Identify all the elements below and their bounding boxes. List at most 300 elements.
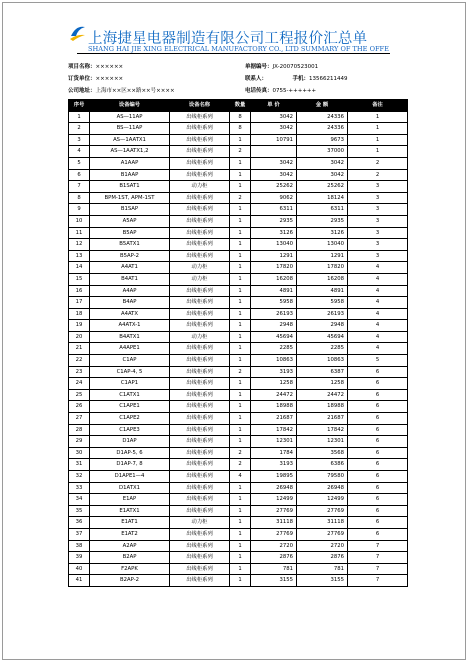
equipment-code-cell: E1ATX1 [90,505,170,517]
address-line [68,86,175,94]
unit-price-cell: 19895 [251,471,297,483]
quantity-cell: 1 [230,215,251,227]
equipment-code-cell: D1ATX1 [90,482,170,494]
remark-cell: 6 [348,459,408,471]
amount-cell: 3568 [297,447,348,459]
equipment-code-cell: B2AP-2 [90,575,170,587]
remark-cell: 6 [348,378,408,390]
remark-cell: 6 [348,528,408,540]
quantity-cell: 1 [230,575,251,587]
quantity-cell: 1 [230,563,251,575]
table-row [69,482,408,494]
unit-price-cell: 3042 [251,157,297,169]
remark-cell: 6 [348,436,408,448]
table-row [69,528,408,540]
equipment-name-cell: 动力柜 [170,273,230,285]
row-number-cell: 17 [69,297,90,309]
table-row [69,169,408,181]
table-row [69,227,408,239]
column-header: 金 额 [297,100,348,112]
quantity-cell: 1 [230,436,251,448]
quantity-cell: 1 [230,262,251,274]
remark-cell: 6 [348,424,408,436]
remark-cell: 6 [348,505,408,517]
row-number-cell: 4 [69,146,90,158]
unit-price-cell: 9062 [251,192,297,204]
row-number-cell: 28 [69,424,90,436]
unit-price-cell: 45694 [251,331,297,343]
amount-cell: 2935 [297,215,348,227]
remark-cell: 6 [348,401,408,413]
table-row [69,517,408,529]
remark-cell: 4 [348,320,408,332]
remark-cell: 6 [348,494,408,506]
equipment-name-cell: 出线柜系列 [170,215,230,227]
equipment-name-cell: 出线柜系列 [170,471,230,483]
remark-cell: 3 [348,192,408,204]
quantity-cell: 2 [230,447,251,459]
row-number-cell: 16 [69,285,90,297]
table-row [69,494,408,506]
table-row [69,308,408,320]
equipment-name-cell: 出线柜系列 [170,505,230,517]
equipment-code-cell: D1AP [90,436,170,448]
unit-price-cell: 2720 [251,540,297,552]
table-row [69,355,408,367]
document-subtitle: SHANG HAI JIE XING ELECTRICAL MANUFACTORY CO., LTD SUMMARY OF THE OFFE [88,45,389,53]
table-row [69,273,408,285]
unit-price-cell: 17820 [251,262,297,274]
table-row [69,320,408,332]
equipment-code-cell: A1AAP [90,157,170,169]
column-header: 备注 [348,100,408,112]
row-number-cell: 41 [69,575,90,587]
amount-cell: 24336 [297,111,348,123]
equipment-code-cell: C1APE3 [90,424,170,436]
unit-price-cell: 10863 [251,355,297,367]
equipment-code-cell: B5AP [90,227,170,239]
unit-price-cell: 781 [251,563,297,575]
mobile-label: 手机： [292,76,310,82]
equipment-name-cell: 出线柜系列 [170,447,230,459]
table-header-row [69,100,408,112]
remark-cell: 4 [348,297,408,309]
table-row [69,157,408,169]
table-body [69,111,408,586]
equipment-code-cell: B1SAP [90,204,170,216]
amount-cell: 1291 [297,250,348,262]
unit-price-cell: 27769 [251,528,297,540]
client-line [68,74,123,82]
project-name-label: 项目名称： [68,64,96,70]
amount-cell: 5958 [297,297,348,309]
phone-value: 0755-++++++ [272,88,317,94]
equipment-name-cell: 出线柜系列 [170,413,230,425]
row-number-cell: 22 [69,355,90,367]
table-row [69,239,408,251]
table-row [69,343,408,355]
table-row [69,297,408,309]
unit-price-cell: 2285 [251,343,297,355]
quantity-cell: 1 [230,424,251,436]
row-number-cell: 12 [69,239,90,251]
equipment-code-cell: A2AP [90,540,170,552]
unit-price-cell: 16208 [251,273,297,285]
amount-cell: 37000 [297,146,348,158]
row-number-cell: 29 [69,436,90,448]
quotation-table [68,99,408,587]
amount-cell: 13040 [297,239,348,251]
quantity-cell: 2 [230,459,251,471]
equipment-name-cell: 出线柜系列 [170,575,230,587]
row-number-cell: 2 [69,123,90,135]
amount-cell: 24336 [297,123,348,135]
remark-cell: 4 [348,343,408,355]
equipment-name-cell: 出线柜系列 [170,320,230,332]
client-value: ×××××× [95,76,124,82]
row-number-cell: 31 [69,459,90,471]
quantity-cell: 1 [230,273,251,285]
remark-cell: 2 [348,169,408,181]
remark-cell: 3 [348,215,408,227]
row-number-cell: 13 [69,250,90,262]
equipment-name-cell: 出线柜系列 [170,250,230,262]
quantity-cell: 1 [230,528,251,540]
table-row [69,262,408,274]
quantity-cell: 1 [230,517,251,529]
amount-cell: 3155 [297,575,348,587]
table-row [69,540,408,552]
remark-cell: 4 [348,273,408,285]
equipment-code-cell: E1AT1 [90,517,170,529]
table-row [69,436,408,448]
unit-price-cell: 26948 [251,482,297,494]
table-row [69,204,408,216]
quantity-cell: 1 [230,401,251,413]
row-number-cell: 32 [69,471,90,483]
row-number-cell: 19 [69,320,90,332]
row-number-cell: 39 [69,552,90,564]
remark-cell: 4 [348,285,408,297]
unit-price-cell: 31118 [251,517,297,529]
table-row [69,181,408,193]
phone-label: 电话传真： [245,88,273,94]
row-number-cell: 27 [69,413,90,425]
remark-cell: 6 [348,447,408,459]
equipment-code-cell: C1APE1 [90,401,170,413]
equipment-code-cell: AS—11AP [90,111,170,123]
remark-cell: 6 [348,366,408,378]
remark-cell: 6 [348,471,408,483]
quantity-cell: 4 [230,471,251,483]
equipment-code-cell: D1AP-5, 6 [90,447,170,459]
table-row [69,413,408,425]
quantity-cell: 1 [230,540,251,552]
equipment-code-cell: E1AP [90,494,170,506]
equipment-name-cell: 出线柜系列 [170,378,230,390]
amount-cell: 26193 [297,308,348,320]
equipment-name-cell: 出线柜系列 [170,134,230,146]
unit-price-cell: 3042 [251,111,297,123]
unit-price-cell: 1291 [251,250,297,262]
equipment-name-cell: 出线柜系列 [170,563,230,575]
quantity-cell: 8 [230,123,251,135]
equipment-name-cell: 出线柜系列 [170,285,230,297]
row-number-cell: 20 [69,331,90,343]
document-page [2,2,466,660]
unit-price-cell [251,146,297,158]
remark-cell: 4 [348,262,408,274]
quantity-cell: 1 [230,378,251,390]
row-number-cell: 1 [69,111,90,123]
equipment-name-cell: 动力柜 [170,331,230,343]
row-number-cell: 15 [69,273,90,285]
equipment-name-cell: 出线柜系列 [170,343,230,355]
equipment-code-cell: B4AT1 [90,273,170,285]
remark-cell: 5 [348,355,408,367]
quantity-cell: 1 [230,239,251,251]
table-row [69,123,408,135]
amount-cell: 3042 [297,157,348,169]
equipment-name-cell: 出线柜系列 [170,552,230,564]
quantity-cell: 1 [230,250,251,262]
unit-price-cell: 3193 [251,459,297,471]
table-row [69,552,408,564]
remark-cell: 1 [348,111,408,123]
equipment-code-cell: BPM-1ST, APM-1ST [90,192,170,204]
doc-number-label: 单据编号： [245,64,273,70]
contact-line [245,74,348,82]
row-number-cell: 6 [69,169,90,181]
row-number-cell: 35 [69,505,90,517]
table-row [69,134,408,146]
amount-cell: 18124 [297,192,348,204]
row-number-cell: 11 [69,227,90,239]
company-logo-icon [68,23,88,43]
unit-price-cell: 13040 [251,239,297,251]
table-row [69,563,408,575]
table-row [69,575,408,587]
remark-cell: 6 [348,482,408,494]
column-header: 序号 [69,100,90,112]
equipment-code-cell: A4AT1 [90,262,170,274]
amount-cell: 2948 [297,320,348,332]
table-row [69,192,408,204]
unit-price-cell: 17842 [251,424,297,436]
quantity-cell: 1 [230,413,251,425]
unit-price-cell: 26193 [251,308,297,320]
equipment-code-cell: C1AP1 [90,378,170,390]
amount-cell: 26948 [297,482,348,494]
project-name-line [68,62,123,70]
amount-cell: 6311 [297,204,348,216]
unit-price-cell: 3193 [251,366,297,378]
equipment-code-cell: B5ATX1 [90,239,170,251]
remark-cell: 1 [348,146,408,158]
equipment-name-cell: 出线柜系列 [170,157,230,169]
equipment-name-cell: 出线柜系列 [170,389,230,401]
equipment-name-cell: 出线柜系列 [170,169,230,181]
quantity-cell: 1 [230,285,251,297]
quantity-cell: 1 [230,227,251,239]
amount-cell: 27769 [297,505,348,517]
row-number-cell: 10 [69,215,90,227]
equipment-code-cell: B1SAT1 [90,181,170,193]
table-row [69,505,408,517]
quantity-cell: 1 [230,331,251,343]
equipment-code-cell: AS—1AATX1,2 [90,146,170,158]
unit-price-cell: 1258 [251,378,297,390]
unit-price-cell: 3042 [251,123,297,135]
remark-cell: 7 [348,540,408,552]
amount-cell: 79580 [297,471,348,483]
table-row [69,111,408,123]
row-number-cell: 37 [69,528,90,540]
amount-cell: 17842 [297,424,348,436]
row-number-cell: 40 [69,563,90,575]
unit-price-cell: 4891 [251,285,297,297]
amount-cell: 12301 [297,436,348,448]
address-value: 上海市××区××路××号×××× [95,88,175,94]
row-number-cell: 38 [69,540,90,552]
amount-cell: 6386 [297,459,348,471]
table-row [69,366,408,378]
unit-price-cell: 2876 [251,552,297,564]
table-row [69,389,408,401]
quantity-cell: 1 [230,482,251,494]
row-number-cell: 3 [69,134,90,146]
table-row [69,331,408,343]
table-row [69,285,408,297]
header-rule [77,53,390,54]
equipment-name-cell: 动力柜 [170,181,230,193]
quantity-cell: 2 [230,192,251,204]
unit-price-cell: 21687 [251,413,297,425]
equipment-code-cell: A4APE1 [90,343,170,355]
remark-cell: 7 [348,552,408,564]
amount-cell: 3126 [297,227,348,239]
row-number-cell: 9 [69,204,90,216]
row-number-cell: 30 [69,447,90,459]
remark-cell: 6 [348,389,408,401]
equipment-code-cell: F2APK [90,563,170,575]
amount-cell: 27769 [297,528,348,540]
amount-cell: 18988 [297,401,348,413]
equipment-code-cell: B4ATX1 [90,331,170,343]
equipment-name-cell: 出线柜系列 [170,308,230,320]
unit-price-cell: 27769 [251,505,297,517]
client-label: 订货单位： [68,76,96,82]
row-number-cell: 26 [69,401,90,413]
column-header: 单 价 [251,100,297,112]
remark-cell: 3 [348,239,408,251]
unit-price-cell: 25262 [251,181,297,193]
row-number-cell: 8 [69,192,90,204]
equipment-name-cell: 出线柜系列 [170,355,230,367]
table-row [69,146,408,158]
row-number-cell: 7 [69,181,90,193]
quantity-cell: 1 [230,552,251,564]
table-row [69,471,408,483]
address-label: 公司地址： [68,88,96,94]
equipment-name-cell: 出线柜系列 [170,227,230,239]
equipment-name-cell: 出线柜系列 [170,482,230,494]
quantity-cell: 1 [230,181,251,193]
table-row [69,459,408,471]
row-number-cell: 34 [69,494,90,506]
equipment-name-cell: 出线柜系列 [170,111,230,123]
unit-price-cell: 6311 [251,204,297,216]
remark-cell: 6 [348,517,408,529]
amount-cell: 24472 [297,389,348,401]
amount-cell: 9673 [297,134,348,146]
remark-cell: 6 [348,413,408,425]
row-number-cell: 5 [69,157,90,169]
quantity-cell: 1 [230,308,251,320]
equipment-name-cell: 出线柜系列 [170,401,230,413]
unit-price-cell: 24472 [251,389,297,401]
mobile-value: 13566211449 [309,76,348,82]
row-number-cell: 21 [69,343,90,355]
amount-cell: 4891 [297,285,348,297]
row-number-cell: 14 [69,262,90,274]
remark-cell: 2 [348,157,408,169]
column-header: 数量 [230,100,251,112]
quantity-cell: 1 [230,169,251,181]
unit-price-cell: 1784 [251,447,297,459]
unit-price-cell: 3155 [251,575,297,587]
equipment-code-cell: D1AP-7, 8 [90,459,170,471]
equipment-code-cell: A4ATX-1 [90,320,170,332]
amount-cell: 16208 [297,273,348,285]
equipment-code-cell: B1AAP [90,169,170,181]
remark-cell: 7 [348,563,408,575]
unit-price-cell: 3126 [251,227,297,239]
unit-price-cell: 18988 [251,401,297,413]
column-header: 设备编号 [90,100,170,112]
amount-cell: 2285 [297,343,348,355]
quantity-cell: 1 [230,134,251,146]
row-number-cell: 25 [69,389,90,401]
equipment-name-cell: 出线柜系列 [170,436,230,448]
equipment-name-cell: 出线柜系列 [170,204,230,216]
equipment-name-cell: 出线柜系列 [170,494,230,506]
quantity-cell: 1 [230,389,251,401]
unit-price-cell: 2948 [251,320,297,332]
equipment-code-cell: C1ATX1 [90,389,170,401]
unit-price-cell: 5958 [251,297,297,309]
equipment-code-cell: A4AP [90,285,170,297]
equipment-name-cell: 出线柜系列 [170,297,230,309]
row-number-cell: 36 [69,517,90,529]
table-row [69,215,408,227]
equipment-name-cell: 出线柜系列 [170,123,230,135]
amount-cell: 2720 [297,540,348,552]
equipment-name-cell: 出线柜系列 [170,239,230,251]
unit-price-cell: 12301 [251,436,297,448]
doc-number-value: JX-20070523001 [272,64,319,70]
project-name-value: ×××××× [95,64,124,70]
quantity-cell: 1 [230,320,251,332]
equipment-code-cell: C1AP-4, 5 [90,366,170,378]
quantity-cell: 1 [230,505,251,517]
unit-price-cell: 10791 [251,134,297,146]
remark-cell: 4 [348,308,408,320]
table-row [69,401,408,413]
amount-cell: 45694 [297,331,348,343]
remark-cell: 3 [348,204,408,216]
column-header: 设备名称 [170,100,230,112]
